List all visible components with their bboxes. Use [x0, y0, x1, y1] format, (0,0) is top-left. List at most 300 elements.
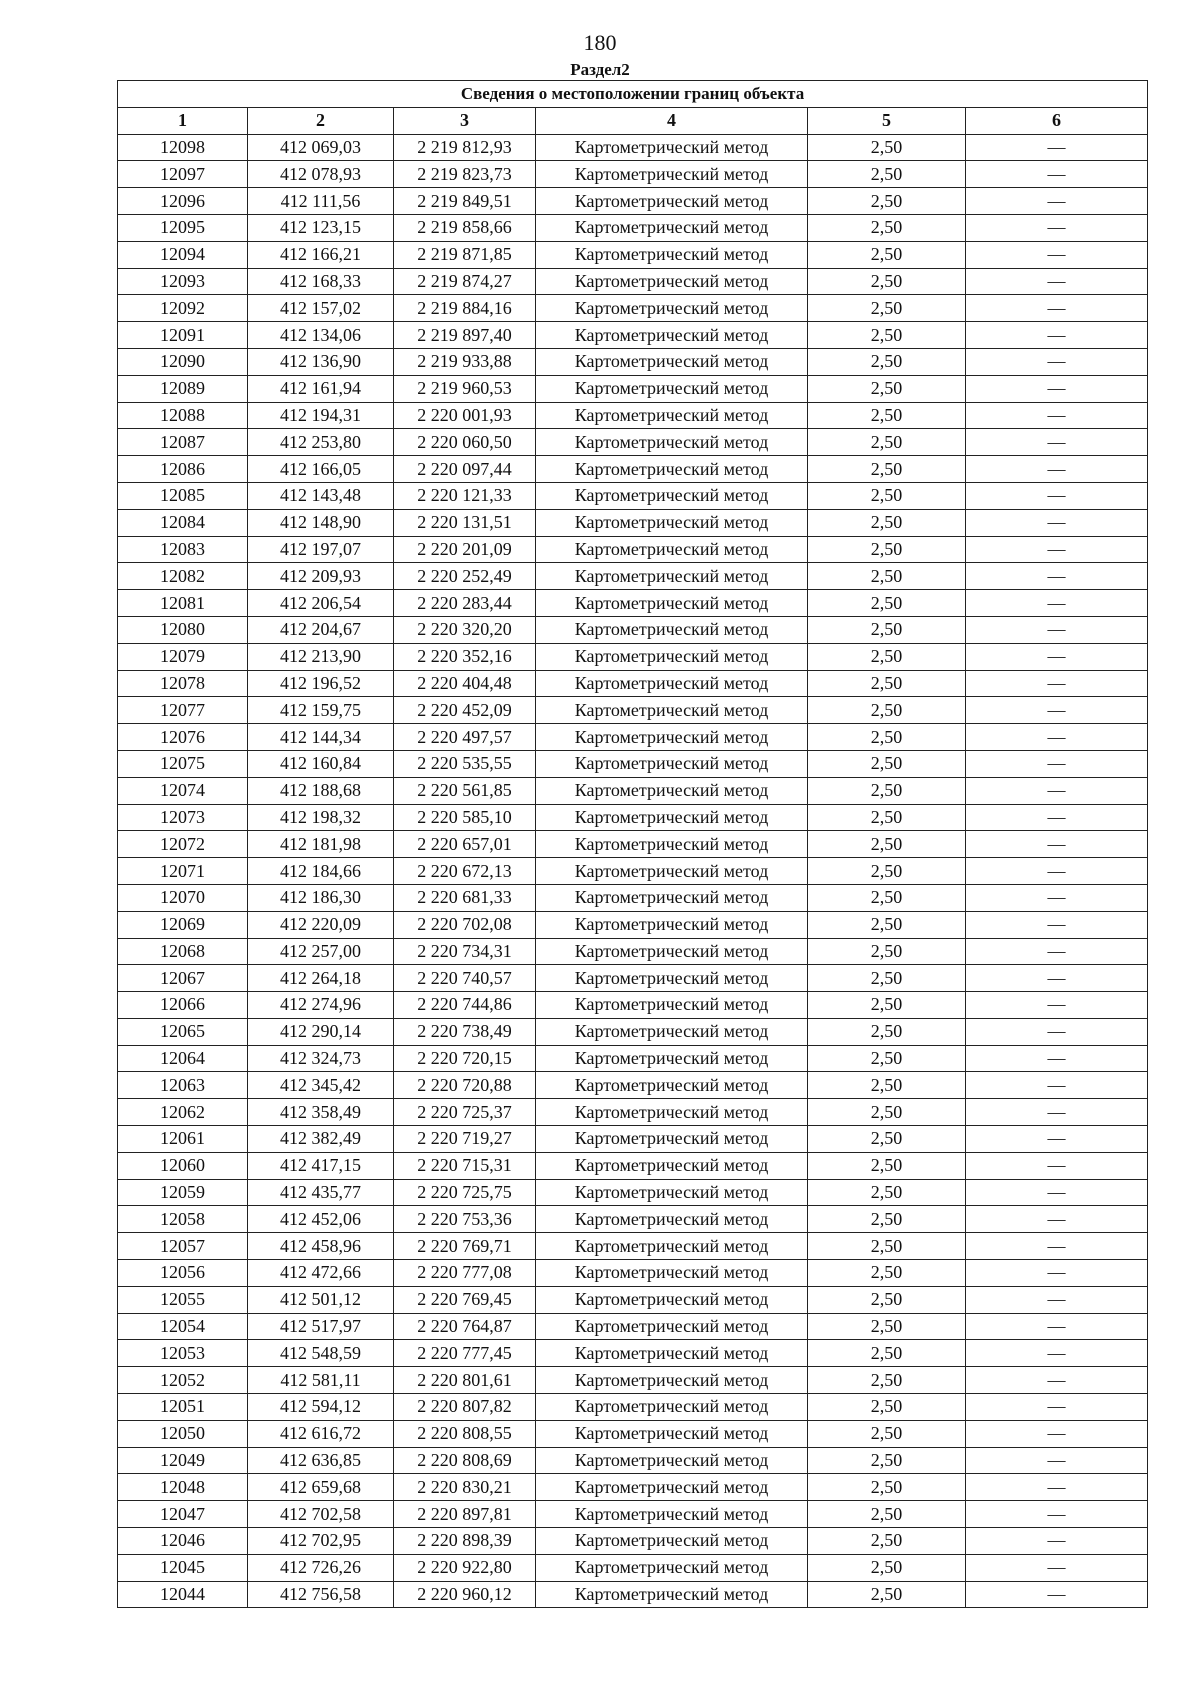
method-cell: Картометрический метод [536, 563, 808, 590]
accuracy-cell: 2,50 [808, 456, 966, 483]
note-cell: — [966, 965, 1148, 992]
y-coordinate-cell: 2 220 808,55 [394, 1420, 536, 1447]
y-coordinate-cell: 2 220 535,55 [394, 750, 536, 777]
y-coordinate-cell: 2 219 897,40 [394, 322, 536, 349]
x-coordinate-cell: 412 220,09 [248, 911, 394, 938]
x-coordinate-cell: 412 197,07 [248, 536, 394, 563]
x-coordinate-cell: 412 324,73 [248, 1045, 394, 1072]
y-coordinate-cell: 2 220 719,27 [394, 1126, 536, 1153]
accuracy-cell: 2,50 [808, 1367, 966, 1394]
y-coordinate-cell: 2 220 734,31 [394, 938, 536, 965]
y-coordinate-cell: 2 220 897,81 [394, 1501, 536, 1528]
x-coordinate-cell: 412 417,15 [248, 1152, 394, 1179]
note-cell: — [966, 1099, 1148, 1126]
x-coordinate-cell: 412 581,11 [248, 1367, 394, 1394]
point-number-cell: 12057 [118, 1233, 248, 1260]
table-row [118, 750, 1148, 777]
table-row [118, 563, 1148, 590]
accuracy-cell: 2,50 [808, 1420, 966, 1447]
note-cell: — [966, 402, 1148, 429]
y-coordinate-cell: 2 220 922,80 [394, 1554, 536, 1581]
table-row [118, 402, 1148, 429]
point-number-cell: 12094 [118, 241, 248, 268]
method-cell: Картометрический метод [536, 1045, 808, 1072]
accuracy-cell: 2,50 [808, 295, 966, 322]
method-cell: Картометрический метод [536, 1501, 808, 1528]
point-number-cell: 12084 [118, 509, 248, 536]
accuracy-cell: 2,50 [808, 1447, 966, 1474]
note-cell: — [966, 241, 1148, 268]
table-row [118, 348, 1148, 375]
note-cell: — [966, 214, 1148, 241]
point-number-cell: 12045 [118, 1554, 248, 1581]
method-cell: Картометрический метод [536, 1126, 808, 1153]
accuracy-cell: 2,50 [808, 1018, 966, 1045]
point-number-cell: 12092 [118, 295, 248, 322]
accuracy-cell: 2,50 [808, 348, 966, 375]
accuracy-cell: 2,50 [808, 509, 966, 536]
x-coordinate-cell: 412 257,00 [248, 938, 394, 965]
section-title: Раздел2 [570, 60, 630, 79]
method-cell: Картометрический метод [536, 1233, 808, 1260]
x-coordinate-cell: 412 078,93 [248, 161, 394, 188]
x-coordinate-cell: 412 726,26 [248, 1554, 394, 1581]
table-row [118, 1099, 1148, 1126]
method-cell: Картометрический метод [536, 670, 808, 697]
note-cell: — [966, 188, 1148, 215]
accuracy-cell: 2,50 [808, 777, 966, 804]
table-row [118, 1152, 1148, 1179]
accuracy-cell: 2,50 [808, 214, 966, 241]
accuracy-cell: 2,50 [808, 804, 966, 831]
accuracy-cell: 2,50 [808, 992, 966, 1019]
method-cell: Картометрический метод [536, 590, 808, 617]
table-row [118, 1367, 1148, 1394]
x-coordinate-cell: 412 702,95 [248, 1528, 394, 1555]
accuracy-cell: 2,50 [808, 724, 966, 751]
table-row [118, 429, 1148, 456]
y-coordinate-cell: 2 219 874,27 [394, 268, 536, 295]
table-row [118, 482, 1148, 509]
accuracy-cell: 2,50 [808, 1528, 966, 1555]
y-coordinate-cell: 2 220 283,44 [394, 590, 536, 617]
x-coordinate-cell: 412 188,68 [248, 777, 394, 804]
accuracy-cell: 2,50 [808, 1072, 966, 1099]
x-coordinate-cell: 412 452,06 [248, 1206, 394, 1233]
accuracy-cell: 2,50 [808, 884, 966, 911]
note-cell: — [966, 295, 1148, 322]
note-cell: — [966, 268, 1148, 295]
y-coordinate-cell: 2 220 672,13 [394, 858, 536, 885]
column-header: 4 [536, 107, 808, 134]
table-row [118, 697, 1148, 724]
table-row [118, 375, 1148, 402]
table-row [118, 643, 1148, 670]
method-cell: Картометрический метод [536, 1206, 808, 1233]
note-cell: — [966, 590, 1148, 617]
y-coordinate-cell: 2 219 871,85 [394, 241, 536, 268]
x-coordinate-cell: 412 143,48 [248, 482, 394, 509]
note-cell: — [966, 911, 1148, 938]
y-coordinate-cell: 2 220 830,21 [394, 1474, 536, 1501]
column-header: 2 [248, 107, 394, 134]
point-number-cell: 12083 [118, 536, 248, 563]
point-number-cell: 12082 [118, 563, 248, 590]
accuracy-cell: 2,50 [808, 482, 966, 509]
y-coordinate-cell: 2 219 812,93 [394, 134, 536, 161]
method-cell: Картометрический метод [536, 965, 808, 992]
x-coordinate-cell: 412 616,72 [248, 1420, 394, 1447]
table-row [118, 1045, 1148, 1072]
table-row [118, 536, 1148, 563]
method-cell: Картометрический метод [536, 777, 808, 804]
method-cell: Картометрический метод [536, 241, 808, 268]
y-coordinate-cell: 2 220 252,49 [394, 563, 536, 590]
x-coordinate-cell: 412 253,80 [248, 429, 394, 456]
point-number-cell: 12054 [118, 1313, 248, 1340]
note-cell: — [966, 938, 1148, 965]
table-row [118, 992, 1148, 1019]
x-coordinate-cell: 412 702,58 [248, 1501, 394, 1528]
accuracy-cell: 2,50 [808, 1126, 966, 1153]
x-coordinate-cell: 412 194,31 [248, 402, 394, 429]
method-cell: Картометрический метод [536, 697, 808, 724]
y-coordinate-cell: 2 220 060,50 [394, 429, 536, 456]
method-cell: Картометрический метод [536, 456, 808, 483]
table-row [118, 268, 1148, 295]
note-cell: — [966, 697, 1148, 724]
y-coordinate-cell: 2 220 201,09 [394, 536, 536, 563]
y-coordinate-cell: 2 220 960,12 [394, 1581, 536, 1608]
point-number-cell: 12047 [118, 1501, 248, 1528]
note-cell: — [966, 1501, 1148, 1528]
point-number-cell: 12048 [118, 1474, 248, 1501]
x-coordinate-cell: 412 345,42 [248, 1072, 394, 1099]
x-coordinate-cell: 412 168,33 [248, 268, 394, 295]
note-cell: — [966, 992, 1148, 1019]
method-cell: Картометрический метод [536, 1420, 808, 1447]
x-coordinate-cell: 412 196,52 [248, 670, 394, 697]
table-row [118, 965, 1148, 992]
point-number-cell: 12085 [118, 482, 248, 509]
note-cell: — [966, 750, 1148, 777]
x-coordinate-cell: 412 458,96 [248, 1233, 394, 1260]
note-cell: — [966, 724, 1148, 751]
method-cell: Картометрический метод [536, 188, 808, 215]
table-row [118, 590, 1148, 617]
table-caption-row [118, 81, 1148, 108]
accuracy-cell: 2,50 [808, 241, 966, 268]
method-cell: Картометрический метод [536, 884, 808, 911]
table-body [118, 134, 1148, 1608]
method-cell: Картометрический метод [536, 1072, 808, 1099]
y-coordinate-cell: 2 220 097,44 [394, 456, 536, 483]
accuracy-cell: 2,50 [808, 1581, 966, 1608]
point-number-cell: 12080 [118, 616, 248, 643]
point-number-cell: 12097 [118, 161, 248, 188]
x-coordinate-cell: 412 198,32 [248, 804, 394, 831]
x-coordinate-cell: 412 160,84 [248, 750, 394, 777]
note-cell: — [966, 429, 1148, 456]
table-row [118, 1501, 1148, 1528]
column-header: 6 [966, 107, 1148, 134]
method-cell: Картометрический метод [536, 268, 808, 295]
table-row [118, 1313, 1148, 1340]
method-cell: Картометрический метод [536, 1286, 808, 1313]
x-coordinate-cell: 412 213,90 [248, 643, 394, 670]
y-coordinate-cell: 2 219 823,73 [394, 161, 536, 188]
y-coordinate-cell: 2 220 769,71 [394, 1233, 536, 1260]
method-cell: Картометрический метод [536, 804, 808, 831]
note-cell: — [966, 509, 1148, 536]
y-coordinate-cell: 2 220 744,86 [394, 992, 536, 1019]
method-cell: Картометрический метод [536, 858, 808, 885]
point-number-cell: 12058 [118, 1206, 248, 1233]
note-cell: — [966, 1447, 1148, 1474]
accuracy-cell: 2,50 [808, 1206, 966, 1233]
note-cell: — [966, 1420, 1148, 1447]
point-number-cell: 12046 [118, 1528, 248, 1555]
x-coordinate-cell: 412 166,05 [248, 456, 394, 483]
accuracy-cell: 2,50 [808, 1045, 966, 1072]
x-coordinate-cell: 412 548,59 [248, 1340, 394, 1367]
accuracy-cell: 2,50 [808, 1474, 966, 1501]
point-number-cell: 12087 [118, 429, 248, 456]
accuracy-cell: 2,50 [808, 965, 966, 992]
x-coordinate-cell: 412 517,97 [248, 1313, 394, 1340]
table-row [118, 1072, 1148, 1099]
note-cell: — [966, 1313, 1148, 1340]
method-cell: Картометрический метод [536, 938, 808, 965]
accuracy-cell: 2,50 [808, 1152, 966, 1179]
table-row [118, 1581, 1148, 1608]
note-cell: — [966, 456, 1148, 483]
point-number-cell: 12090 [118, 348, 248, 375]
point-number-cell: 12051 [118, 1394, 248, 1421]
x-coordinate-cell: 412 123,15 [248, 214, 394, 241]
table-row [118, 214, 1148, 241]
column-header: 5 [808, 107, 966, 134]
table-row [118, 1018, 1148, 1045]
x-coordinate-cell: 412 636,85 [248, 1447, 394, 1474]
table-row [118, 1447, 1148, 1474]
method-cell: Картометрический метод [536, 1528, 808, 1555]
y-coordinate-cell: 2 220 497,57 [394, 724, 536, 751]
y-coordinate-cell: 2 219 960,53 [394, 375, 536, 402]
table-row [118, 161, 1148, 188]
point-number-cell: 12093 [118, 268, 248, 295]
method-cell: Картометрический метод [536, 536, 808, 563]
table-row [118, 1340, 1148, 1367]
accuracy-cell: 2,50 [808, 750, 966, 777]
x-coordinate-cell: 412 264,18 [248, 965, 394, 992]
x-coordinate-cell: 412 186,30 [248, 884, 394, 911]
x-coordinate-cell: 412 435,77 [248, 1179, 394, 1206]
x-coordinate-cell: 412 111,56 [248, 188, 394, 215]
column-header: 3 [394, 107, 536, 134]
method-cell: Картометрический метод [536, 214, 808, 241]
note-cell: — [966, 1367, 1148, 1394]
accuracy-cell: 2,50 [808, 1233, 966, 1260]
x-coordinate-cell: 412 157,02 [248, 295, 394, 322]
point-number-cell: 12073 [118, 804, 248, 831]
table-row [118, 134, 1148, 161]
x-coordinate-cell: 412 136,90 [248, 348, 394, 375]
note-cell: — [966, 804, 1148, 831]
note-cell: — [966, 563, 1148, 590]
method-cell: Картометрический метод [536, 295, 808, 322]
x-coordinate-cell: 412 501,12 [248, 1286, 394, 1313]
note-cell: — [966, 1233, 1148, 1260]
method-cell: Картометрический метод [536, 322, 808, 349]
table-row [118, 616, 1148, 643]
point-number-cell: 12053 [118, 1340, 248, 1367]
y-coordinate-cell: 2 220 121,33 [394, 482, 536, 509]
method-cell: Картометрический метод [536, 724, 808, 751]
y-coordinate-cell: 2 220 320,20 [394, 616, 536, 643]
point-number-cell: 12088 [118, 402, 248, 429]
table-row [118, 1394, 1148, 1421]
point-number-cell: 12072 [118, 831, 248, 858]
y-coordinate-cell: 2 220 769,45 [394, 1286, 536, 1313]
x-coordinate-cell: 412 206,54 [248, 590, 394, 617]
x-coordinate-cell: 412 382,49 [248, 1126, 394, 1153]
table-row [118, 322, 1148, 349]
method-cell: Картометрический метод [536, 1018, 808, 1045]
method-cell: Картометрический метод [536, 1474, 808, 1501]
accuracy-cell: 2,50 [808, 1286, 966, 1313]
y-coordinate-cell: 2 220 807,82 [394, 1394, 536, 1421]
x-coordinate-cell: 412 472,66 [248, 1260, 394, 1287]
note-cell: — [966, 134, 1148, 161]
note-cell: — [966, 1179, 1148, 1206]
y-coordinate-cell: 2 220 725,75 [394, 1179, 536, 1206]
point-number-cell: 12052 [118, 1367, 248, 1394]
table-row [118, 1233, 1148, 1260]
point-number-cell: 12069 [118, 911, 248, 938]
table-row [118, 295, 1148, 322]
point-number-cell: 12050 [118, 1420, 248, 1447]
point-number-cell: 12086 [118, 456, 248, 483]
y-coordinate-cell: 2 220 777,45 [394, 1340, 536, 1367]
note-cell: — [966, 616, 1148, 643]
note-cell: — [966, 322, 1148, 349]
x-coordinate-cell: 412 756,58 [248, 1581, 394, 1608]
point-number-cell: 12077 [118, 697, 248, 724]
method-cell: Картометрический метод [536, 992, 808, 1019]
x-coordinate-cell: 412 209,93 [248, 563, 394, 590]
method-cell: Картометрический метод [536, 509, 808, 536]
accuracy-cell: 2,50 [808, 590, 966, 617]
point-number-cell: 12068 [118, 938, 248, 965]
point-number-cell: 12098 [118, 134, 248, 161]
y-coordinate-cell: 2 220 681,33 [394, 884, 536, 911]
note-cell: — [966, 1394, 1148, 1421]
x-coordinate-cell: 412 184,66 [248, 858, 394, 885]
point-number-cell: 12079 [118, 643, 248, 670]
point-number-cell: 12075 [118, 750, 248, 777]
accuracy-cell: 2,50 [808, 697, 966, 724]
y-coordinate-cell: 2 220 001,93 [394, 402, 536, 429]
table-row [118, 1554, 1148, 1581]
accuracy-cell: 2,50 [808, 911, 966, 938]
accuracy-cell: 2,50 [808, 1099, 966, 1126]
x-coordinate-cell: 412 290,14 [248, 1018, 394, 1045]
accuracy-cell: 2,50 [808, 268, 966, 295]
y-coordinate-cell: 2 220 352,16 [394, 643, 536, 670]
y-coordinate-cell: 2 220 702,08 [394, 911, 536, 938]
accuracy-cell: 2,50 [808, 1260, 966, 1287]
accuracy-cell: 2,50 [808, 563, 966, 590]
note-cell: — [966, 643, 1148, 670]
accuracy-cell: 2,50 [808, 429, 966, 456]
note-cell: — [966, 1474, 1148, 1501]
y-coordinate-cell: 2 220 720,88 [394, 1072, 536, 1099]
point-number-cell: 12095 [118, 214, 248, 241]
note-cell: — [966, 777, 1148, 804]
note-cell: — [966, 1260, 1148, 1287]
note-cell: — [966, 1528, 1148, 1555]
point-number-cell: 12060 [118, 1152, 248, 1179]
point-number-cell: 12066 [118, 992, 248, 1019]
x-coordinate-cell: 412 069,03 [248, 134, 394, 161]
y-coordinate-cell: 2 219 849,51 [394, 188, 536, 215]
table-row [118, 911, 1148, 938]
accuracy-cell: 2,50 [808, 616, 966, 643]
accuracy-cell: 2,50 [808, 643, 966, 670]
y-coordinate-cell: 2 219 933,88 [394, 348, 536, 375]
table-row [118, 831, 1148, 858]
point-number-cell: 12076 [118, 724, 248, 751]
point-number-cell: 12064 [118, 1045, 248, 1072]
note-cell: — [966, 536, 1148, 563]
table-row [118, 938, 1148, 965]
accuracy-cell: 2,50 [808, 1179, 966, 1206]
table-row [118, 1260, 1148, 1287]
method-cell: Картометрический метод [536, 643, 808, 670]
point-number-cell: 12089 [118, 375, 248, 402]
note-cell: — [966, 1581, 1148, 1608]
table-row [118, 804, 1148, 831]
method-cell: Картометрический метод [536, 482, 808, 509]
point-number-cell: 12059 [118, 1179, 248, 1206]
y-coordinate-cell: 2 220 452,09 [394, 697, 536, 724]
accuracy-cell: 2,50 [808, 1340, 966, 1367]
note-cell: — [966, 375, 1148, 402]
note-cell: — [966, 482, 1148, 509]
y-coordinate-cell: 2 220 725,37 [394, 1099, 536, 1126]
method-cell: Картометрический метод [536, 1367, 808, 1394]
point-number-cell: 12071 [118, 858, 248, 885]
x-coordinate-cell: 412 161,94 [248, 375, 394, 402]
point-number-cell: 12074 [118, 777, 248, 804]
method-cell: Картометрический метод [536, 348, 808, 375]
note-cell: — [966, 670, 1148, 697]
accuracy-cell: 2,50 [808, 670, 966, 697]
method-cell: Картометрический метод [536, 1447, 808, 1474]
method-cell: Картометрический метод [536, 375, 808, 402]
note-cell: — [966, 1018, 1148, 1045]
note-cell: — [966, 1286, 1148, 1313]
method-cell: Картометрический метод [536, 616, 808, 643]
accuracy-cell: 2,50 [808, 1501, 966, 1528]
method-cell: Картометрический метод [536, 1313, 808, 1340]
note-cell: — [966, 831, 1148, 858]
note-cell: — [966, 1072, 1148, 1099]
boundary-coordinates-table [117, 80, 1148, 1608]
y-coordinate-cell: 2 220 720,15 [394, 1045, 536, 1072]
y-coordinate-cell: 2 220 561,85 [394, 777, 536, 804]
